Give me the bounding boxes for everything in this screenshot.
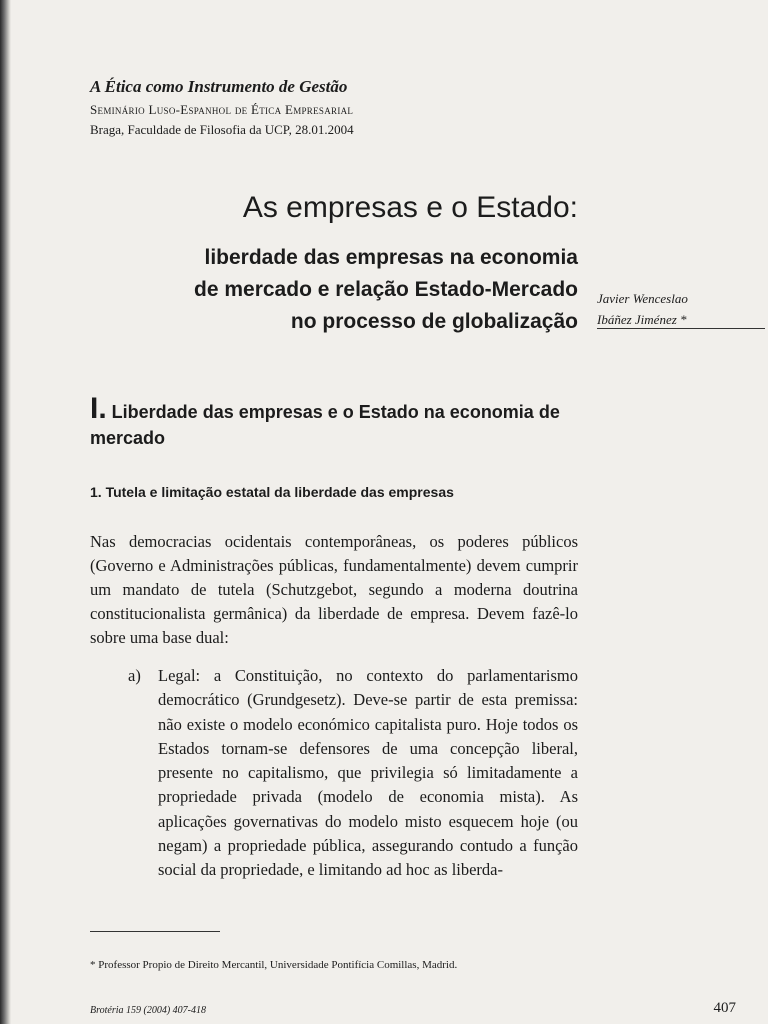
list-item-text: Legal: a Constituição, no contexto do parlamentarismo democrático (Grundgesetz). Deve-se partir de esta premissa: não existe o modelo económico capitalista puro. Hoje todos os Estados tornam-se defensores de uma concepção liberal, presente no capitalismo, que privilegia só limitadamente a propriedade privada (modelo de economia mista). As aplicações governativas do modelo misto esquecem hoje (ou negam) a propriedade pública, assegurando contudo a função social da propriedade, e limitando ad hoc as liberda- — [158, 666, 578, 880]
article-subtitle — [194, 242, 578, 338]
page-header — [90, 76, 354, 139]
section-heading — [90, 392, 560, 451]
article-title: As empresas e o Estado: — [242, 191, 578, 224]
seminar-name: Seminário Luso-Espanhol de Ética Empresarial — [90, 102, 354, 117]
footer-citation-text: Brotéria 159 (2004) 407-418 — [90, 1005, 207, 1016]
author-line: Ibáñez Jiménez * — [597, 312, 687, 327]
subtitle-line: no processo de globalização — [290, 310, 578, 333]
book-spine-shadow — [0, 0, 11, 1024]
author-name — [597, 288, 765, 330]
footnote-divider — [90, 931, 220, 932]
seminar-venue: Braga, Faculdade de Filosofia da UCP, 28.01.2004 — [90, 122, 354, 137]
section-numeral: I. — [90, 392, 107, 425]
subsection-heading: 1. Tutela e limitação estatal da liberdade das empresas — [90, 484, 454, 500]
author-line: Javier Wenceslao — [597, 291, 688, 306]
footnote: * Professor Propio de Direito Mercantil, Universidade Pontifícia Comillas, Madrid. — [90, 959, 458, 971]
body-paragraph: Nas democracias ocidentais contemporâneas, os poderes públicos (Governo e Administrações públicas, fundamentalmente) devem cumprir um mandato de tutela (Schutzgebot, segundo a moderna doutrina constitucionalista germânica) da liberdade de empresa. Devem fazê-lo sobre uma base dual: — [90, 532, 578, 647]
page-number: 407 — [713, 1000, 736, 1016]
journal-title: A Ética como Instrumento de Gestão — [90, 77, 348, 96]
subtitle-line: liberdade das empresas na economia — [204, 246, 578, 269]
list-marker: a) — [128, 666, 141, 685]
list-item — [90, 664, 578, 883]
section-heading-text: Liberdade das empresas e o Estado na economia de mercado — [90, 402, 560, 448]
subtitle-line: de mercado e relação Estado-Mercado — [194, 278, 578, 301]
author-divider — [597, 328, 765, 329]
footer-citation — [90, 1005, 206, 1017]
